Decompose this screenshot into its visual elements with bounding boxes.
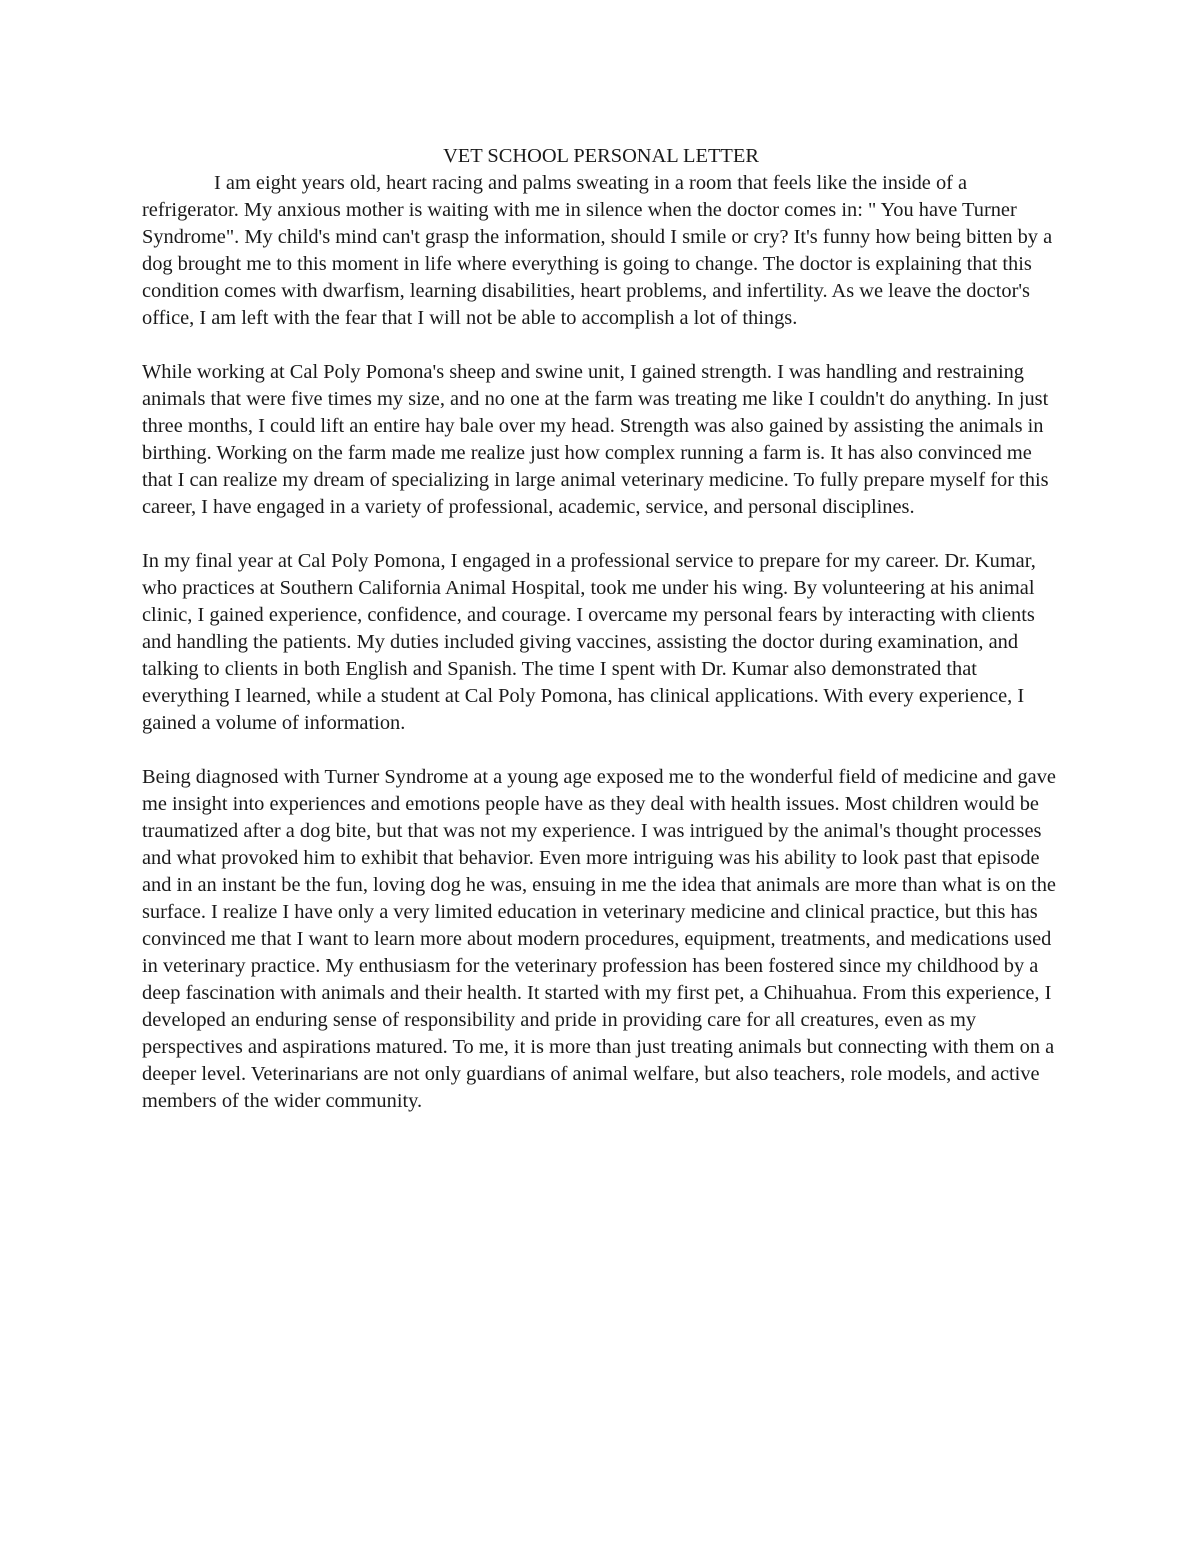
letter-body xyxy=(142,143,1060,1142)
paragraph-3: In my final year at Cal Poly Pomona, I engaged in a professional service to prepare for my career. Dr. Kumar, who practices at Southern California Animal Hospital, took me under his wing. By volunteering at his animal clinic, I gained experience, confidence, and courage. I overcame my personal fears by interacting with clients and handling the patients. My duties included giving vaccines, assisting the doctor during examination, and talking to clients in both English and Spanish. The time I spent with Dr. Kumar also demonstrated that everything I learned, while a student at Cal Poly Pomona, has clinical applications. With every experience, I gained a volume of information. xyxy=(142,550,1036,734)
paragraph-4: Being diagnosed with Turner Syndrome at a young age exposed me to the wonderful field of medicine and gave me insight into experiences and emotions people have as they deal with health issues. Most children would be traumatized after a dog bite, but that was not my experience. I was intrigued by the animal's thought processes and what provoked him to exhibit that behavior. Even more intriguing was his ability to look past that episode and in an instant be the fun, loving dog he was, ensuing in me the idea that animals are more than what is on the surface. I realize I have only a very limited education in veterinary medicine and clinical practice, but this has convinced me that I want to learn more about modern procedures, equipment, treatments, and medications used in veterinary practice. My enthusiasm for the veterinary profession has been fostered since my childhood by a deep fascination with animals and their health. It started with my first pet, a Chihuahua. From this experience, I developed an enduring sense of responsibility and pride in providing care for all creatures, even as my perspectives and aspirations matured. To me, it is more than just treating animals but connecting with them on a deeper level. Veterinarians are not only guardians of animal welfare, but also teachers, role models, and active members of the wider community. xyxy=(142,766,1056,1112)
document-title: VET SCHOOL PERSONAL LETTER xyxy=(443,145,759,167)
paragraph-1: I am eight years old, heart racing and palms sweating in a room that feels like the inside of a refrigerator. My anxious mother is waiting with me in silence when the doctor comes in: " You have Turner Syndrome". My child's mind can't grasp the information, should I smile or cry? It's funny how being bitten by a dog brought me to this moment in life where everything is going to change. The doctor is explaining that this condition comes with dwarfism, learning disabilities, heart problems, and infertility. As we leave the doctor's office, I am left with the fear that I will not be able to accomplish a lot of things. xyxy=(142,172,1053,329)
paragraph-2: While working at Cal Poly Pomona's sheep and swine unit, I gained strength. I was handling and restraining animals that were five times my size, and no one at the farm was treating me like I couldn't do anything. In just three months, I could lift an entire hay bale over my head. Strength was also gained by assisting the animals in birthing. Working on the farm made me realize just how complex running a farm is. It has also convinced me that I can realize my dream of specializing in large animal veterinary medicine. To fully prepare myself for this career, I have engaged in a variety of professional, academic, service, and personal disciplines. xyxy=(142,361,1049,518)
